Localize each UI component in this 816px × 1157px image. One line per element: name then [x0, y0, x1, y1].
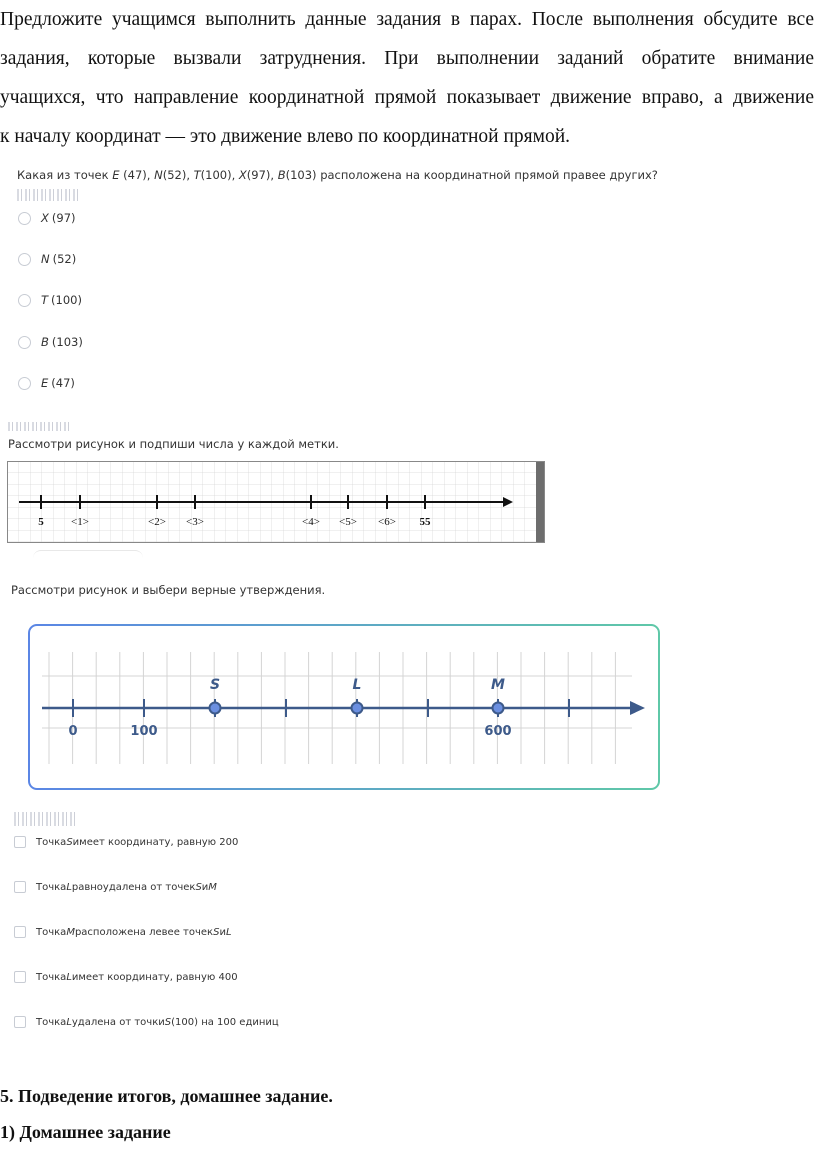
option-letter: X	[41, 211, 49, 225]
q1-point-value: (103)	[285, 168, 317, 182]
checkbox[interactable]	[14, 1016, 26, 1028]
tick-label: <6>	[378, 516, 396, 528]
q1-point-value: (52)	[162, 168, 187, 182]
option-value: (103)	[51, 335, 83, 349]
option-point: S	[195, 881, 202, 893]
option-text: имеет координату, равную 400	[71, 971, 238, 983]
tick-label: <5>	[339, 516, 357, 528]
q1-suffix: расположена на координатной прямой правее других?	[316, 168, 658, 182]
q1-point-letter: E	[112, 168, 120, 182]
intro-line: учащихся, что направление координатной прямой показывает движение вправо, а движение	[0, 87, 814, 108]
q1-point-value: (47)	[123, 168, 147, 182]
axis-label: 0	[68, 724, 78, 739]
option-text: равноудалена от точек	[71, 881, 196, 893]
blurred-code-mark	[8, 422, 70, 431]
q3-option[interactable]	[14, 1014, 279, 1030]
number-line-figure-2	[28, 624, 660, 790]
q1-option[interactable]	[18, 334, 83, 350]
q1-option[interactable]	[18, 375, 75, 391]
option-text: Точка	[36, 836, 67, 848]
point-m-marker	[493, 703, 504, 714]
option-text: расположена левее точек	[74, 926, 214, 938]
option-point: M	[66, 926, 75, 938]
radio-button[interactable]	[18, 294, 31, 307]
checkbox[interactable]	[14, 836, 26, 848]
tick-label: <1>	[71, 516, 89, 528]
q1-option[interactable]	[18, 210, 76, 226]
radio-button[interactable]	[18, 377, 31, 390]
point-label: L	[352, 677, 362, 693]
checkbox[interactable]	[14, 881, 26, 893]
tick-label: 5	[38, 516, 44, 528]
option-point: S	[66, 836, 73, 848]
intro-line: к началу координат — это движение влево по координатной прямой.	[0, 126, 571, 147]
point-label: M	[491, 677, 505, 693]
option-text: Точка	[36, 971, 67, 983]
option-text: и	[201, 881, 209, 893]
q3-option[interactable]	[14, 834, 238, 850]
point-s-marker	[210, 703, 221, 714]
intro-line: задания, которые вызвали затруднения. При выполнении заданий обратите внимание	[0, 48, 814, 69]
option-point: S	[213, 926, 220, 938]
scroll-edge	[536, 462, 544, 542]
q1-point-value: (97)	[246, 168, 271, 182]
radio-button[interactable]	[18, 253, 31, 266]
q3-option[interactable]	[14, 879, 217, 895]
option-point: L	[225, 926, 232, 938]
q3-option[interactable]	[14, 969, 238, 985]
number-line-figure-1	[7, 461, 545, 543]
option-point: L	[66, 1016, 72, 1028]
q1-prefix: Какая из точек	[17, 168, 113, 182]
q1-point-letter: B	[277, 168, 286, 182]
q1-option[interactable]	[18, 251, 76, 267]
tick-label: <2>	[148, 516, 166, 528]
q3-option[interactable]	[14, 924, 232, 940]
axis-label: 600	[484, 724, 512, 739]
blurred-code-mark	[14, 812, 78, 826]
axis-label: 100	[130, 724, 158, 739]
option-point: S	[164, 1016, 172, 1028]
option-letter: B	[41, 335, 49, 349]
option-letter: E	[41, 376, 49, 390]
option-value: (47)	[51, 376, 75, 390]
section-heading: 5. Подведение итогов, домашнее задание.	[0, 1086, 333, 1106]
intro-line: Предложите учащимся выполнить данные задания в парах. После выполнения обсудите все	[0, 9, 814, 30]
radio-button[interactable]	[18, 212, 31, 225]
option-value: (100)	[51, 293, 82, 307]
option-value: (52)	[52, 252, 77, 266]
option-text: имеет координату, равную 200	[72, 836, 239, 848]
tick-label: <3>	[186, 516, 204, 528]
option-text: и	[219, 926, 226, 938]
option-text: Точка	[36, 926, 67, 938]
q1-point-letter: T	[193, 168, 201, 182]
tick-label: 55	[419, 516, 431, 528]
option-text: удалена от точки	[71, 1016, 165, 1028]
option-value: (97)	[51, 211, 76, 225]
option-point: L	[66, 971, 72, 983]
option-text: (100) на 100 единиц	[171, 1016, 279, 1028]
q1-option[interactable]	[18, 292, 82, 308]
option-point: L	[66, 881, 72, 893]
point-l-marker	[352, 703, 363, 714]
radio-button[interactable]	[18, 336, 31, 349]
question-3-text: Рассмотри рисунок и выбери верные утверждения.	[11, 583, 326, 597]
option-point: M	[208, 881, 217, 893]
option-text: Точка	[36, 881, 67, 893]
intro-paragraph	[0, 0, 814, 156]
option-letter: N	[41, 252, 50, 266]
question-2-text: Рассмотри рисунок и подпиши числа у каждой метки.	[8, 437, 339, 451]
point-label: S	[209, 677, 221, 693]
option-letter: T	[41, 293, 49, 307]
q1-point-letter: X	[238, 168, 247, 182]
question-1-text: Какая из точек E (47), N(52), T(100), X(97), B(103) расположена на координатной прямой правее других?	[17, 168, 658, 182]
subsection-heading: 1) Домашнее задание	[0, 1122, 171, 1142]
checkbox[interactable]	[14, 926, 26, 938]
tick-label: <4>	[302, 516, 320, 528]
checkbox[interactable]	[14, 971, 26, 983]
q1-point-value: (100)	[200, 168, 232, 182]
option-text: Точка	[36, 1016, 67, 1028]
blurred-code-mark	[17, 189, 81, 201]
q1-point-letter: N	[154, 168, 163, 182]
hidden-button-edge	[33, 550, 143, 563]
